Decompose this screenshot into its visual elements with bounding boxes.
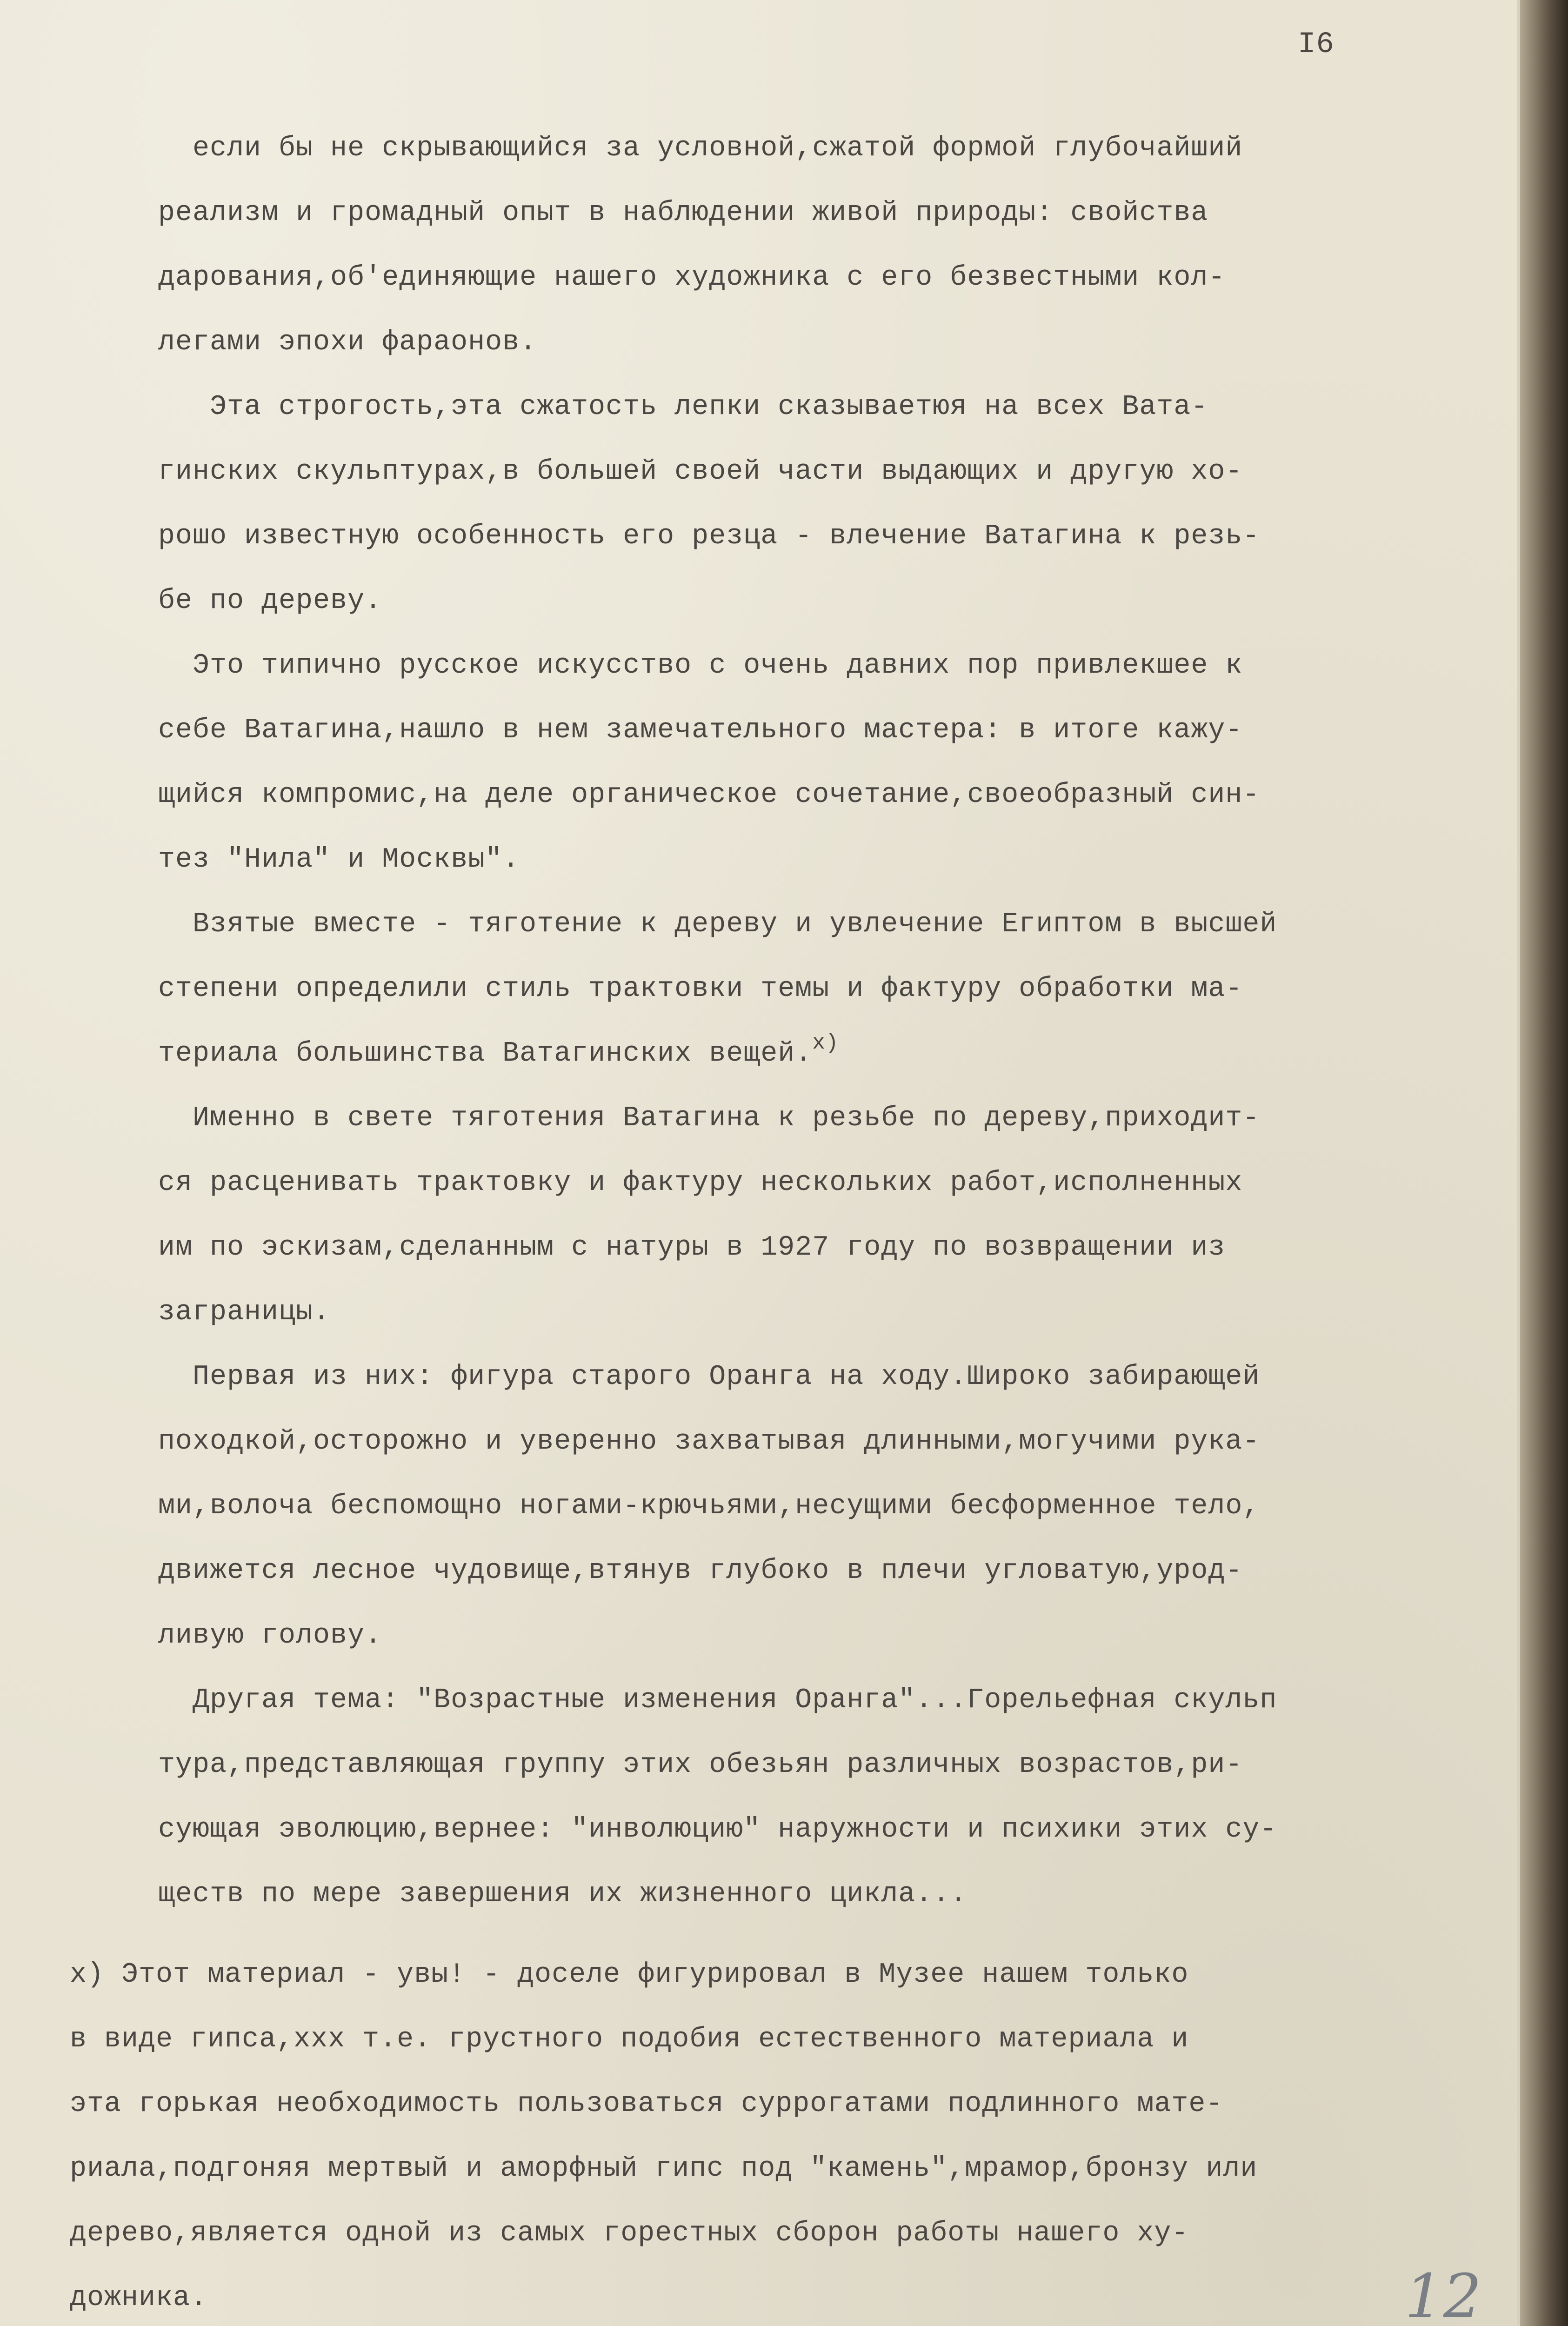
body-line: бе по дереву. bbox=[158, 585, 382, 617]
body-text bbox=[158, 116, 1488, 1927]
body-line: Другая тема: "Возрастные изменения Оранга"...Горельефная скульп bbox=[158, 1684, 1277, 1716]
body-line: Именно в свете тяготения Ватагина к резьбе по дереву,приходит- bbox=[158, 1103, 1260, 1134]
body-line: сующая эволюцию,вернее: "инволюцию" наружности и психики этих су- bbox=[158, 1814, 1277, 1845]
footnote bbox=[70, 1943, 1488, 2326]
body-line-with-footnote-ref bbox=[158, 1022, 1488, 1086]
body-line: движется лесное чудовище,втянув глубоко в плечи угловатую,урод- bbox=[158, 1555, 1243, 1587]
body-line: ществ по мере завершения их жизненного цикла... bbox=[158, 1878, 967, 1910]
footnote-line: x) Этот материал - увы! - доселе фигурировал в Музее нашем только bbox=[70, 1959, 1189, 1991]
body-line: ми,волоча беспомощно ногами-крючьями,несущими бесформенное тело, bbox=[158, 1491, 1260, 1522]
body-line: Эта строгость,эта сжатость лепки сказываетюя на всех Вата- bbox=[158, 391, 1208, 423]
body-line: тез "Нила" и Москвы". bbox=[158, 844, 520, 876]
body-line: Это типично русское искусство с очень давних пор привлекшее к bbox=[158, 650, 1243, 682]
body-line: легами эпохи фараонов. bbox=[158, 327, 537, 358]
body-line: себе Ватагина,нашло в нем замечательного мастера: в итоге кажу- bbox=[158, 715, 1243, 746]
footnote-reference: x) bbox=[812, 1031, 839, 1055]
body-line: если бы не скрывающийся за условной,сжатой формой глубочайший bbox=[158, 133, 1243, 164]
handwritten-archive-number: 12 bbox=[1405, 2261, 1482, 2326]
footnote-line: дожника. bbox=[70, 2282, 208, 2314]
body-line: тура,представляющая группу этих обезьян различных возрастов,ри- bbox=[158, 1749, 1243, 1781]
footnote-line: риала,подгоняя мертвый и аморфный гипс под "камень",мрамор,бронзу или bbox=[70, 2153, 1258, 2185]
body-line: походкой,осторожно и уверенно захватывая длинными,могучими рука- bbox=[158, 1426, 1260, 1457]
body-line: Взятые вместе - тяготение к дереву и увлечение Египтом в высшей bbox=[158, 909, 1277, 940]
body-line: степени определили стиль трактовки темы и фактуру обработки ма- bbox=[158, 973, 1243, 1005]
footnote-line: эта горькая необходимость пользоваться суррогатами подлинного мате- bbox=[70, 2088, 1223, 2120]
body-line: ливую голову. bbox=[158, 1620, 382, 1651]
body-line: заграницы. bbox=[158, 1297, 331, 1328]
body-line: гинских скульптурах,в большей своей части выдающих и другую хо- bbox=[158, 456, 1243, 488]
body-line: им по эскизам,сделанным с натуры в 1927 году по возвращении из bbox=[158, 1232, 1226, 1263]
body-line: щийся компромис,на деле органическое сочетание,своеобразный син- bbox=[158, 779, 1260, 811]
page-number: I6 bbox=[1298, 28, 1334, 61]
binder-edge bbox=[1517, 0, 1568, 2326]
footnote-line: в виде гипса,ххх т.е. грустного подобия естественного материала и bbox=[70, 2024, 1189, 2055]
paper-edge-highlight bbox=[1517, 0, 1520, 2326]
footnote-line: дерево,является одной из самых горестных сборон работы нашего ху- bbox=[70, 2218, 1189, 2249]
body-line: дарования,об'единяющие нашего художника с его безвестными кол- bbox=[158, 262, 1226, 294]
body-line: ся расценивать трактовку и фактуру нескольких работ,исполненных bbox=[158, 1167, 1243, 1199]
body-line: Первая из них: фигура старого Оранга на ходу.Широко забирающей bbox=[158, 1361, 1260, 1393]
body-line: реализм и громадный опыт в наблюдении живой природы: свойства bbox=[158, 197, 1208, 229]
body-line-text: териала большинства Ватагинских вещей. bbox=[158, 1038, 813, 1069]
body-line: рошо известную особенность его резца - влечение Ватагина к резь- bbox=[158, 521, 1260, 552]
